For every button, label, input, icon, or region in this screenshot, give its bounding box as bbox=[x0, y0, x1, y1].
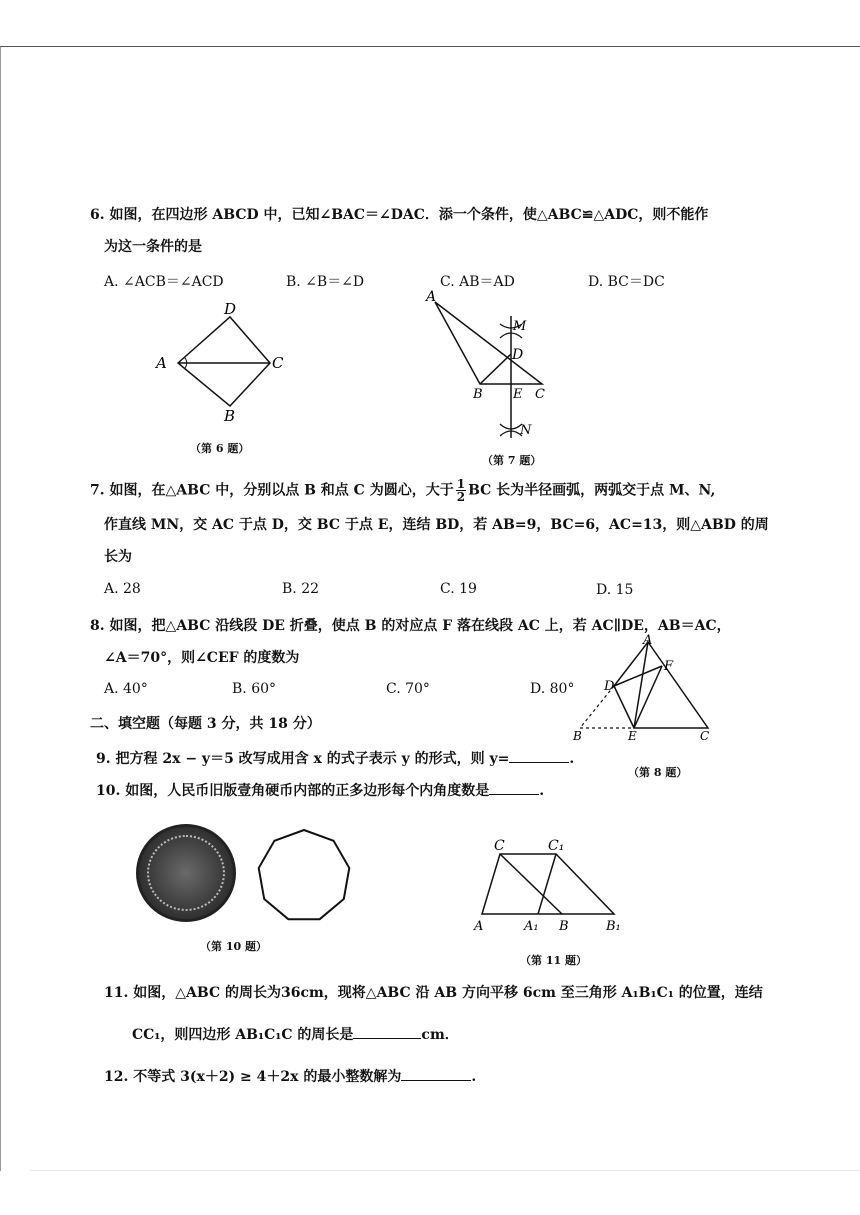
q8-label-f: F bbox=[664, 659, 674, 674]
q11-line1: 11. 如图，△ABC 的周长为36cm，现将△ABC 沿 AB 方向平移 6cm 至三角形 A₁B₁C₁ 的位置，连结 bbox=[104, 985, 763, 1001]
q7-line1 bbox=[90, 478, 715, 503]
q11-quadrilateral bbox=[482, 854, 614, 914]
q8-label-e: E bbox=[628, 729, 637, 743]
q6-label-c: C bbox=[272, 354, 284, 372]
q10-answer-blank[interactable] bbox=[489, 782, 539, 795]
q7-label-b: B bbox=[473, 387, 483, 402]
q8-label-d: D bbox=[604, 679, 615, 694]
q8-option-b: B. 60° bbox=[232, 681, 277, 697]
q10-text bbox=[96, 780, 544, 800]
q7-figure bbox=[420, 288, 560, 446]
q8-caption: （第 8 题） bbox=[628, 766, 688, 779]
q6-option-b: B. ∠B＝∠D bbox=[286, 274, 365, 290]
q7-caption: （第 7 题） bbox=[482, 454, 542, 467]
q8-line2: ∠A＝70°，则∠CEF 的度数为 bbox=[104, 650, 300, 666]
coin-image bbox=[136, 824, 236, 922]
q12-prompt: 12. 不等式 3(x＋2) ≥ 4＋2x 的最小整数解为 bbox=[104, 1069, 402, 1085]
q6-label-d: D bbox=[224, 300, 237, 318]
q7-option-b: B. 22 bbox=[282, 581, 320, 597]
q7-label-d: D bbox=[512, 347, 524, 363]
q7-fraction bbox=[456, 478, 466, 503]
q12-text bbox=[104, 1066, 476, 1086]
q8-option-c: C. 70° bbox=[386, 681, 430, 697]
q8-label-b: B bbox=[573, 729, 582, 743]
q8-label-a: A bbox=[643, 633, 653, 648]
q6-line1: 6. 如图，在四边形 ABCD 中，已知∠BAC＝∠DAC．添一个条件，使△ABC≌△ADC，则不能作 bbox=[90, 207, 709, 223]
q9-prompt: 9. 把方程 2x − y＝5 改写成用含 x 的式子表示 y 的形式，则 y= bbox=[96, 751, 510, 767]
q6-label-b: B bbox=[224, 407, 236, 425]
q7-label-e: E bbox=[513, 387, 523, 402]
q8-figure bbox=[570, 632, 720, 744]
q11-label-a1: A₁ bbox=[524, 919, 539, 934]
q10-nonagon bbox=[252, 826, 356, 926]
q6-figure bbox=[150, 300, 300, 425]
q11-answer-blank[interactable] bbox=[353, 1026, 421, 1039]
q9-end: . bbox=[569, 751, 575, 767]
q11-label-a: A bbox=[474, 919, 484, 934]
q7-line2: 作直线 MN，交 AC 于点 D，交 BC 于点 E，连结 BD，若 AB=9，BC=6，AC=13，则△ABD 的周 bbox=[104, 517, 769, 533]
q7-line3: 长为 bbox=[104, 549, 132, 565]
q7-label-m: M bbox=[513, 319, 527, 334]
q7-segment-bd bbox=[480, 354, 511, 384]
q11-label-c1: C₁ bbox=[548, 838, 565, 854]
q6-label-a: A bbox=[156, 354, 167, 372]
q12-answer-blank[interactable] bbox=[401, 1068, 471, 1081]
q8-line1: 8. 如图，把△ABC 沿线段 DE 折叠，使点 B 的对应点 F 落在线段 AC 上，若 AC∥DE，AB＝AC， bbox=[90, 618, 731, 634]
q10-end: . bbox=[539, 783, 545, 799]
q11-prompt: CC₁，则四边形 AB₁C₁C 的周长是 bbox=[132, 1027, 354, 1043]
q6-caption: （第 6 题） bbox=[190, 442, 250, 455]
q7-label-a: A bbox=[426, 289, 437, 305]
q11-unit: cm． bbox=[421, 1027, 459, 1043]
q10-prompt: 10. 如图，人民币旧版壹角硬币内部的正多边形每个内角度数是 bbox=[96, 783, 490, 799]
q6-line2: 为这一条件的是 bbox=[104, 239, 202, 255]
q8-label-c: C bbox=[700, 729, 710, 743]
q6-quadrilateral bbox=[178, 317, 270, 406]
q11-label-b1: B₁ bbox=[606, 919, 621, 934]
q11-figure bbox=[466, 830, 636, 938]
q11-caption: （第 11 题） bbox=[520, 954, 587, 967]
q11-label-b: B bbox=[559, 919, 569, 934]
nonagon-shape bbox=[259, 830, 350, 919]
q8-triangle-aec bbox=[634, 642, 708, 728]
section-2-heading: 二、填空题（每题 3 分，共 18 分） bbox=[90, 716, 321, 732]
q9-text bbox=[96, 748, 574, 768]
q7-option-a: A. 28 bbox=[104, 581, 141, 597]
q7-label-n: N bbox=[520, 423, 532, 438]
footer-rule bbox=[30, 1170, 860, 1171]
q7-label-c: C bbox=[535, 387, 545, 402]
q6-option-d: D. BC＝DC bbox=[588, 274, 665, 290]
q11-label-c: C bbox=[494, 838, 505, 854]
q8-segment-de bbox=[614, 686, 634, 728]
q11-line2 bbox=[132, 1024, 459, 1044]
q7-line1-post: BC 长为半径画弧，两弧交于点 M、N, bbox=[468, 482, 716, 499]
q7-frac-num: 1 bbox=[456, 477, 466, 491]
q10-caption: （第 10 题） bbox=[200, 940, 267, 953]
q7-line1-pre: 7. 如图，在△ABC 中，分别以点 B 和点 C 为圆心，大于 bbox=[90, 482, 454, 499]
q7-option-d: D. 15 bbox=[596, 582, 634, 598]
q7-frac-den: 2 bbox=[456, 490, 466, 504]
q12-end: . bbox=[471, 1069, 477, 1085]
q6-option-a: A. ∠ACB＝∠ACD bbox=[104, 274, 224, 290]
q8-option-d: D. 80° bbox=[530, 681, 575, 697]
q7-option-c: C. 19 bbox=[440, 581, 477, 597]
q9-answer-blank[interactable] bbox=[509, 750, 569, 763]
q8-option-a: A. 40° bbox=[104, 681, 148, 697]
q6-option-c: C. AB＝AD bbox=[440, 274, 515, 290]
q7-triangle bbox=[435, 302, 542, 384]
